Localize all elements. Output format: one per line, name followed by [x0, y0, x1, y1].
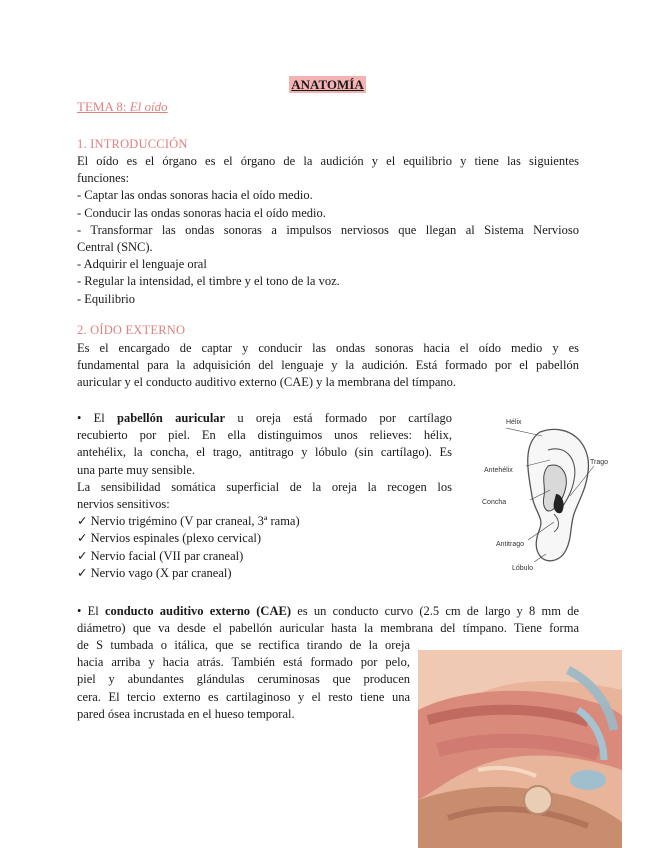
paragraph-line: una parte muy sensible.	[77, 462, 196, 477]
document-title	[0, 76, 655, 94]
paragraph-line: Es el encargado de captar y conducir las ondas sonoras hacia el oído medio y es	[77, 341, 579, 355]
paragraph-line: La sensibilidad somática superficial de la oreja la recogen los	[77, 479, 452, 494]
paragraph-line: cera. El tercio externo es cartilaginoso y el resto tiene una	[77, 689, 410, 704]
leader-line	[506, 428, 542, 436]
function-item: Central (SNC).	[77, 240, 153, 255]
cae-body-narrow	[77, 637, 410, 723]
paragraph-line: de S tumbada o itálica, que se rectifica tirando de la oreja	[77, 638, 410, 652]
topic-prefix: TEMA 8:	[77, 99, 130, 114]
term-pabellon-auricular: pabellón auricular	[117, 411, 226, 425]
section-oido-externo-body	[77, 340, 579, 392]
intro-line: funciones:	[77, 171, 130, 186]
label-antitrago: Antitrago	[496, 541, 525, 548]
line-rest: es un conducto curvo (2.5 cm de largo y 8 mm de	[291, 604, 579, 618]
intro-line: El oído es el órgano es el órgano de la audición y el equilibrio y tiene las siguientes	[77, 154, 579, 168]
topic-title	[77, 99, 168, 115]
function-item: - Transformar las ondas sonoras a impulsos nerviosos que llegan al Sistema Nervioso	[77, 222, 579, 237]
section-introduccion-body	[77, 153, 579, 308]
document-title-text: ANATOMÍA	[291, 77, 364, 92]
topic-name: El oído	[129, 99, 168, 114]
paragraph-line: piel y abundantes glándulas ceruminosas que producen	[77, 672, 410, 687]
pabellon-auricular-body	[77, 410, 452, 582]
paragraph-line: auricular y el conducto auditivo externo (CAE) y la membrana del tímpano.	[77, 375, 457, 390]
paragraph-line: hacia arriba y hacia atrás. También está formado por pelo,	[77, 655, 410, 670]
label-antehelix: Antehélix	[484, 467, 513, 474]
label-lobulo: Lóbulo	[512, 565, 534, 572]
paragraph-line: nervios sensitivos:	[77, 497, 170, 512]
ear-canal-illustration	[418, 650, 622, 848]
function-item: - Captar las ondas sonoras hacia el oído medio.	[77, 188, 313, 203]
label-concha: Concha	[482, 499, 507, 506]
nerve-item: ✓ Nervio facial (VII par craneal)	[77, 548, 244, 563]
paragraph-line: pared ósea incrustada en el hueso temporal.	[77, 706, 295, 721]
nerve-item: ✓ Nervio vago (X par craneal)	[77, 565, 232, 580]
function-item: - Conducir las ondas sonoras hacia el oído medio.	[77, 205, 326, 220]
ear-diagram	[470, 410, 620, 580]
paragraph-line: recubierto por piel. En ella distinguimos unos relieves: hélix,	[77, 428, 452, 443]
paragraph-line	[77, 410, 452, 427]
function-item: - Adquirir el lenguaje oral	[77, 257, 207, 272]
label-trago: Trago	[590, 459, 609, 466]
section-heading-oido-externo: 2. OÍDO EXTERNO	[77, 323, 186, 337]
label-helix: Hélix	[506, 419, 522, 426]
bullet: • El	[77, 411, 117, 425]
nerve-item: ✓ Nervios espinales (plexo cervical)	[77, 531, 262, 546]
paragraph-line: diámetro) que va desde el pabellón auricular hasta la membrana del tímpano. Tiene forma	[77, 621, 579, 636]
paragraph-line: fundamental para la adquisición del lenguaje y la audición. Está formado por el pabellón	[77, 358, 579, 373]
function-item: - Equilibrio	[77, 291, 135, 306]
cae-body	[77, 603, 579, 637]
paragraph-line: antehélix, la concha, el trago, antitrago y lóbulo (sin cartílago). Es	[77, 445, 452, 460]
term-cae: conducto auditivo externo (CAE)	[104, 604, 291, 618]
function-item: - Regular la intensidad, el timbre y el tono de la voz.	[77, 274, 340, 289]
section-heading-introduccion: 1. INTRODUCCIÓN	[77, 137, 188, 151]
bullet: • El	[77, 604, 105, 618]
nerve-item: ✓ Nervio trigémino (V par craneal, 3ª rama)	[77, 514, 300, 529]
line-rest: u oreja está formado por cartílago	[225, 411, 452, 425]
paragraph-line	[77, 603, 579, 620]
